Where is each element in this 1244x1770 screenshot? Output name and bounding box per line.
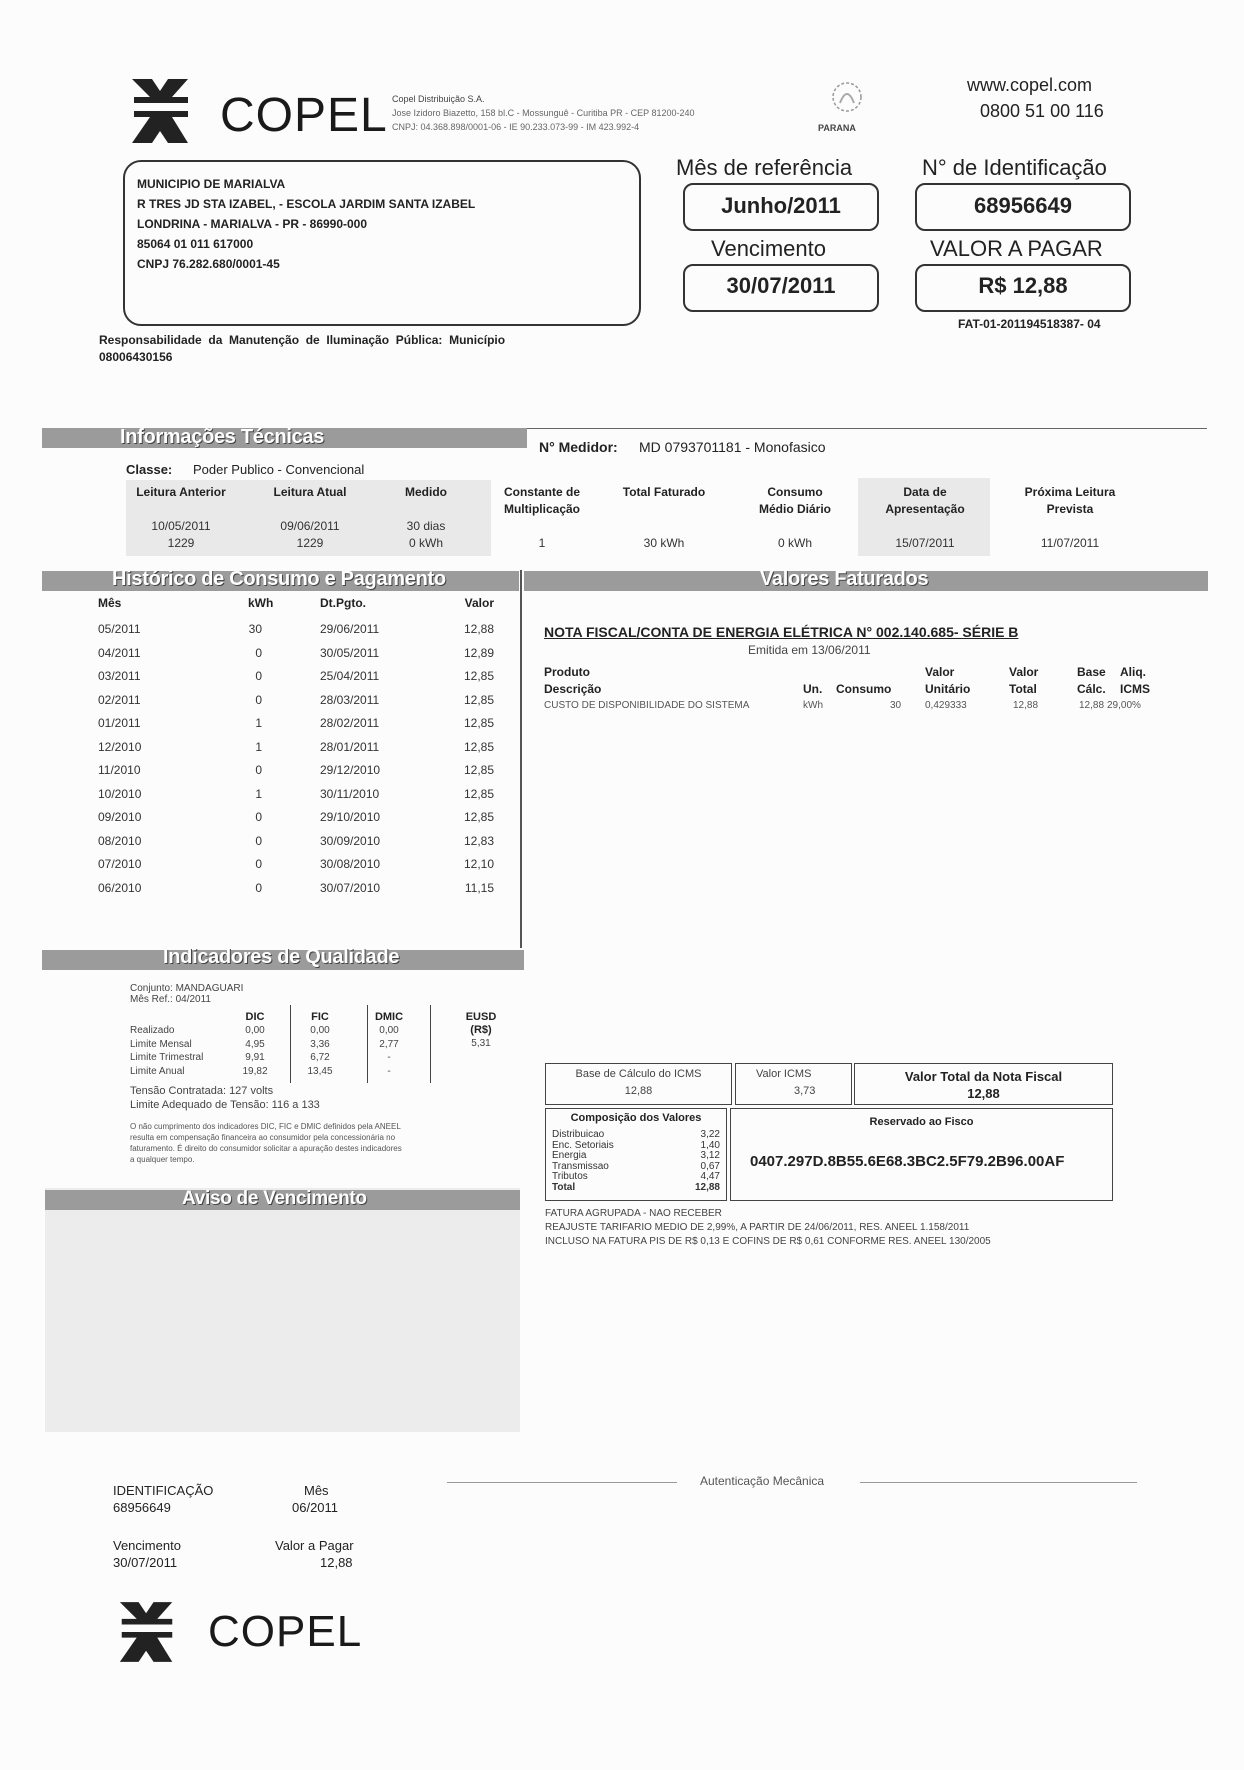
tech-section-title: Informações Técnicas — [120, 426, 325, 448]
stub-valor-value: 12,88 — [320, 1555, 353, 1570]
col-base-2: Cálc. — [1077, 682, 1106, 696]
fisco-title: Reservado ao Fisco — [869, 1116, 974, 1128]
history-cell: 12,85 — [463, 786, 494, 801]
item-total: 12,88 — [1013, 700, 1039, 711]
customer-name: MUNICIPIO DE MARIALVA — [137, 177, 286, 191]
tech-col-header: Medido — [405, 485, 447, 499]
history-cell: 0 — [255, 692, 262, 707]
table-row — [98, 646, 618, 669]
stub-id-value: 68956649 — [113, 1500, 171, 1515]
ref-month-value: Junho/2011 — [721, 193, 841, 218]
history-cell: 28/02/2011 — [320, 716, 380, 730]
composition-value: 3,12 — [700, 1150, 720, 1161]
table-row — [98, 881, 618, 904]
table-row — [98, 740, 618, 763]
meter-label: N° Medidor: — [539, 439, 618, 455]
fisco-code: 0407.297D.8B55.6E68.3BC2.5F79.2B96.00AF — [750, 1153, 1065, 1170]
table-row — [98, 669, 618, 692]
history-cell: 08/2010 — [98, 833, 142, 848]
tech-col-header: Leitura Anterior — [136, 485, 226, 499]
class-value: Poder Publico - Convencional — [193, 462, 365, 477]
tech-col-value-1: 09/06/2011 — [280, 519, 340, 533]
icms-base-value: 12,88 — [624, 1085, 653, 1097]
tech-col-value-2: 1 — [538, 536, 546, 550]
invoice-note-3: INCLUSO NA FATURA PIS DE R$ 0,13 E COFINS DE R$ 0,61 CONFORME RES. ANEEL 130/2005 — [545, 1236, 991, 1247]
item-base: 12,88 — [1079, 700, 1105, 711]
history-cell: 0 — [255, 857, 262, 871]
item-unit: 0,429333 — [925, 700, 967, 711]
history-cell: 30/07/2010 — [320, 880, 381, 895]
class-label: Classe: — [126, 462, 173, 477]
due-value: 30/07/2011 — [726, 273, 836, 298]
tech-col-header: Leitura Atual — [273, 485, 347, 499]
quality-tensao: Tensão Contratada: 127 volts — [130, 1085, 274, 1097]
tech-col-header: Data de — [903, 485, 947, 499]
history-cell: 1 — [255, 739, 262, 754]
history-header: Dt.Pgto. — [320, 596, 366, 610]
history-cell: 12,85 — [463, 810, 494, 824]
history-cell: 1 — [255, 716, 262, 730]
state-label: PARANA — [818, 123, 856, 133]
history-cell: 09/2010 — [98, 810, 142, 824]
item-un: kWh — [803, 700, 823, 711]
tech-col-value-2: 15/07/2011 — [895, 536, 955, 550]
composition-label: Distribuicao — [552, 1129, 605, 1140]
id-label: N° de Identificação — [922, 155, 1107, 180]
table-row — [98, 716, 618, 739]
quality-cell: 4,95 — [245, 1038, 265, 1050]
history-header: Valor — [464, 596, 494, 610]
composition-label: Enc. Setoriais — [552, 1139, 614, 1151]
table-row — [98, 810, 618, 833]
quality-cell: 3,36 — [310, 1038, 330, 1050]
copel-logo-icon — [130, 77, 192, 145]
quality-note-4: a qualquer tempo. — [130, 1155, 195, 1164]
history-cell: 30/05/2011 — [320, 645, 380, 660]
icms-base-label: Base de Cálculo do ICMS — [575, 1068, 702, 1080]
stub-due-value: 30/07/2011 — [113, 1555, 178, 1570]
quality-col-line-3 — [430, 1005, 431, 1083]
history-cell: 0 — [255, 763, 262, 777]
composition-list — [552, 1130, 722, 1200]
col-aliq-1: Aliq. — [1120, 665, 1146, 679]
quality-limite-tensao: Limite Adequado de Tensão: 116 a 133 — [130, 1099, 320, 1111]
nf-total-value: 12,88 — [967, 1086, 1000, 1101]
history-cell: 12,89 — [463, 645, 494, 660]
history-cell: 0 — [255, 810, 262, 824]
quality-cell: - — [387, 1065, 391, 1077]
due-label: Vencimento — [711, 236, 826, 261]
phone-number: 0800 51 00 116 — [980, 101, 1104, 121]
quality-note-1: O não cumprimento dos indicadores DIC, FIC e DMIC definidos pela ANEEL — [130, 1122, 401, 1131]
aviso-section-title: Aviso de Vencimento — [182, 1188, 367, 1209]
quality-cell: 9,91 — [245, 1052, 265, 1063]
history-cell: 01/2011 — [98, 716, 141, 730]
stub-id-label: IDENTIFICAÇÃO — [113, 1483, 214, 1498]
company-address: Jose Izidoro Biazetto, 158 bl.C - Mossunguê - Curitiba PR - CEP 81200-240 — [392, 108, 695, 118]
tech-col-value-2: 1229 — [296, 536, 324, 550]
col-consumo: Consumo — [836, 682, 892, 696]
quality-header: FIC — [311, 1011, 329, 1023]
col-produto: Produto — [544, 665, 590, 679]
history-cell: 07/2010 — [98, 857, 142, 871]
composition-title: Composição dos Valores — [570, 1112, 702, 1124]
invoice-note-2: REAJUSTE TARIFARIO MEDIO DE 2,99%, A PARTIR DE 24/06/2011, RES. ANEEL 1.158/2011 — [545, 1222, 970, 1233]
invoice-section-title: Valores Faturados — [760, 568, 929, 590]
history-cell: 29/10/2010 — [320, 810, 381, 824]
company-cnpj: CNPJ: 04.368.898/0001-06 - IE 90.233.073-99 - IM 423.992-4 — [392, 122, 640, 132]
quality-header: DIC — [245, 1011, 265, 1023]
icms-value-label: Valor ICMS — [756, 1068, 812, 1080]
col-descricao: Descrição — [544, 682, 602, 696]
table-row — [98, 787, 618, 810]
copel-footer-logo-icon — [118, 1600, 176, 1664]
quality-eusd-unit: (R$) — [470, 1024, 492, 1036]
tech-col-header: Consumo — [767, 485, 823, 499]
amount-label: VALOR A PAGAR — [930, 236, 1103, 261]
col-base-1: Base — [1077, 665, 1106, 679]
quality-note-3: faturamento. É direito do consumidor solicitar a apuração destes indicadores — [130, 1144, 402, 1153]
history-cell: 06/2010 — [98, 880, 142, 895]
history-cell: 11/2010 — [98, 763, 141, 777]
history-cell: 12,85 — [463, 739, 494, 754]
customer-city: LONDRINA - MARIALVA - PR - 86990-000 — [137, 217, 368, 231]
footer-logo-text: COPEL — [208, 1607, 363, 1656]
amount-value: R$ 12,88 — [978, 273, 1068, 298]
meter-value: MD 0793701181 - Monofasico — [639, 439, 826, 455]
tech-col-value-1: 10/05/2011 — [151, 519, 211, 533]
col-valor-total-1: Valor — [1009, 665, 1039, 679]
quality-row-label: Limite Anual — [130, 1065, 185, 1077]
history-cell: 12,10 — [463, 857, 494, 871]
tech-col-value-2: 1229 — [167, 536, 195, 550]
history-cell: 05/2011 — [98, 622, 141, 636]
tech-col-header: Constante de — [503, 485, 580, 499]
col-aliq-2: ICMS — [1120, 682, 1150, 696]
history-cell: 12,85 — [463, 669, 494, 683]
stub-mes-value: 06/2011 — [292, 1500, 339, 1515]
stub-mes-label: Mês — [304, 1483, 329, 1498]
composition-label: Transmissao — [552, 1160, 609, 1172]
quality-note-2: resulta em compensação financeira ao consumidor pela concessionária no — [130, 1133, 396, 1142]
history-cell: 02/2011 — [98, 692, 141, 707]
history-cell: 0 — [255, 669, 262, 683]
quality-cell: 0,00 — [245, 1025, 265, 1036]
quality-row-label: Limite Mensal — [130, 1038, 192, 1050]
quality-cell: - — [387, 1052, 391, 1063]
tech-col-header-2: Prevista — [1046, 502, 1094, 516]
quality-mes-ref: Mês Ref.: 04/2011 — [130, 994, 211, 1005]
col-valor-unit-2: Unitário — [925, 682, 971, 696]
item-aliq: 29,00% — [1107, 700, 1141, 711]
history-cell: 12,83 — [463, 833, 494, 848]
invoice-fat-code: FAT-01-201194518387- 04 — [958, 317, 1101, 331]
composition-label: Total — [552, 1181, 576, 1193]
col-un: Un. — [803, 682, 823, 696]
nf-total-label: Valor Total da Nota Fiscal — [904, 1069, 1063, 1084]
customer-code: 85064 01 011 617000 — [137, 237, 254, 251]
quality-header: EUSD — [465, 1011, 497, 1023]
history-cell: 0 — [255, 833, 262, 848]
history-cell: 03/2011 — [98, 669, 141, 683]
list-item — [552, 1183, 720, 1194]
composition-value: 3,22 — [700, 1129, 720, 1140]
maintenance-responsibility: Responsabilidade da Manutenção de Iluminação Pública: Município — [99, 333, 506, 347]
tech-col-value-2: 0 kWh — [777, 536, 812, 550]
tech-col-header: Próxima Leitura — [1024, 485, 1116, 499]
col-valor-unit-1: Valor — [925, 665, 955, 679]
quality-cell: 0,00 — [310, 1025, 330, 1036]
history-table — [98, 596, 518, 896]
quality-eusd-value: 5,31 — [471, 1038, 491, 1049]
history-cell: 12,85 — [463, 716, 494, 730]
quality-header: DMIC — [374, 1011, 404, 1023]
customer-cnpj: CNPJ 76.282.680/0001-45 — [137, 257, 280, 271]
quality-row-label: Realizado — [130, 1025, 175, 1036]
parana-crest-icon — [822, 75, 872, 125]
history-cell: 0 — [255, 880, 262, 895]
tech-col-value-1: 30 dias — [406, 519, 446, 533]
tech-col-header: Total Faturado — [622, 485, 706, 499]
icms-value-value: 3,73 — [794, 1085, 816, 1097]
company-logo-text: COPEL — [220, 89, 388, 142]
history-cell: 30/09/2010 — [320, 833, 381, 848]
composition-label: Tributos — [552, 1171, 588, 1182]
tech-rule — [527, 428, 1207, 429]
quality-col-line-1 — [290, 1005, 291, 1083]
history-cell: 1 — [255, 786, 262, 801]
aviso-panel — [45, 1188, 520, 1432]
auth-line-left — [447, 1482, 677, 1483]
tech-col-header-2: Multiplicação — [503, 502, 580, 516]
ref-month-label: Mês de referência — [676, 155, 853, 180]
history-cell: 12,85 — [463, 692, 494, 707]
history-cell: 28/03/2011 — [320, 692, 380, 707]
history-cell: 30/11/2010 — [320, 786, 380, 801]
quality-cell: 6,72 — [310, 1052, 330, 1063]
tech-col-value-2: 30 kWh — [643, 536, 685, 550]
history-cell: 0 — [255, 645, 262, 660]
history-cell: 12,85 — [463, 763, 494, 777]
invoice-note-1: FATURA AGRUPADA - NAO RECEBER — [545, 1208, 722, 1219]
item-consumo: 30 — [890, 700, 902, 711]
history-header: Mês — [98, 596, 122, 610]
stub-due-label: Vencimento — [113, 1538, 181, 1553]
quality-cell: 19,82 — [242, 1065, 268, 1077]
table-row — [98, 622, 618, 645]
maintenance-phone: 08006430156 — [99, 350, 173, 364]
history-cell: 30/08/2010 — [320, 857, 381, 871]
quality-conjunto: Conjunto: MANDAGUARI — [130, 983, 244, 994]
history-cell: 10/2010 — [98, 786, 142, 801]
stub-valor-label: Valor a Pagar — [275, 1538, 354, 1553]
nf-title: NOTA FISCAL/CONTA DE ENERGIA ELÉTRICA N° 002.140.685- SÉRIE B — [544, 624, 1019, 640]
customer-street: R TRES JD STA IZABEL, - ESCOLA JARDIM SANTA IZABEL — [137, 197, 476, 211]
quality-row-label: Limite Trimestral — [130, 1052, 204, 1063]
history-cell: 12/2010 — [98, 739, 142, 754]
history-cell: 11,15 — [464, 880, 494, 895]
history-section-title: Histórico de Consumo e Pagamento — [112, 568, 446, 590]
id-value: 68956649 — [974, 193, 1072, 218]
auth-line-right — [860, 1482, 1137, 1483]
company-full-name: Copel Distribuição S.A. — [392, 94, 485, 104]
history-cell: 30 — [248, 622, 262, 636]
auth-label: Autenticação Mecânica — [700, 1474, 825, 1488]
history-cell: 29/12/2010 — [320, 763, 381, 777]
tech-col-value-2: 0 kWh — [408, 536, 443, 550]
quality-cell: 0,00 — [379, 1025, 399, 1036]
table-row — [98, 763, 618, 786]
history-header: kWh — [248, 596, 274, 610]
history-cell: 28/01/2011 — [320, 739, 380, 754]
item-desc: CUSTO DE DISPONIBILIDADE DO SISTEMA — [544, 700, 750, 711]
quality-cell: 2,77 — [379, 1038, 399, 1050]
composition-value: 4,47 — [700, 1171, 720, 1182]
history-cell: 04/2011 — [98, 645, 141, 660]
composition-value: 12,88 — [694, 1181, 720, 1193]
composition-value: 1,40 — [700, 1139, 720, 1151]
tech-col-value-2: 11/07/2011 — [1040, 536, 1100, 550]
tech-col-header-2: Médio Diário — [758, 502, 831, 516]
website[interactable]: www.copel.com — [967, 75, 1093, 95]
history-cell: 25/04/2011 — [320, 669, 380, 683]
quality-cell: 13,45 — [307, 1065, 333, 1077]
composition-value: 0,67 — [700, 1160, 720, 1172]
table-row — [98, 857, 618, 880]
table-row — [98, 834, 618, 857]
col-valor-total-2: Total — [1009, 682, 1037, 696]
history-cell: 29/06/2011 — [320, 622, 380, 636]
composition-label: Energia — [552, 1150, 587, 1161]
tech-col-header-2: Apresentação — [885, 502, 965, 516]
quality-section-title: Indicadores de Qualidade — [163, 946, 400, 968]
history-cell: 12,88 — [463, 622, 494, 636]
table-row — [98, 693, 618, 716]
nf-emitted: Emitida em 13/06/2011 — [748, 643, 871, 657]
